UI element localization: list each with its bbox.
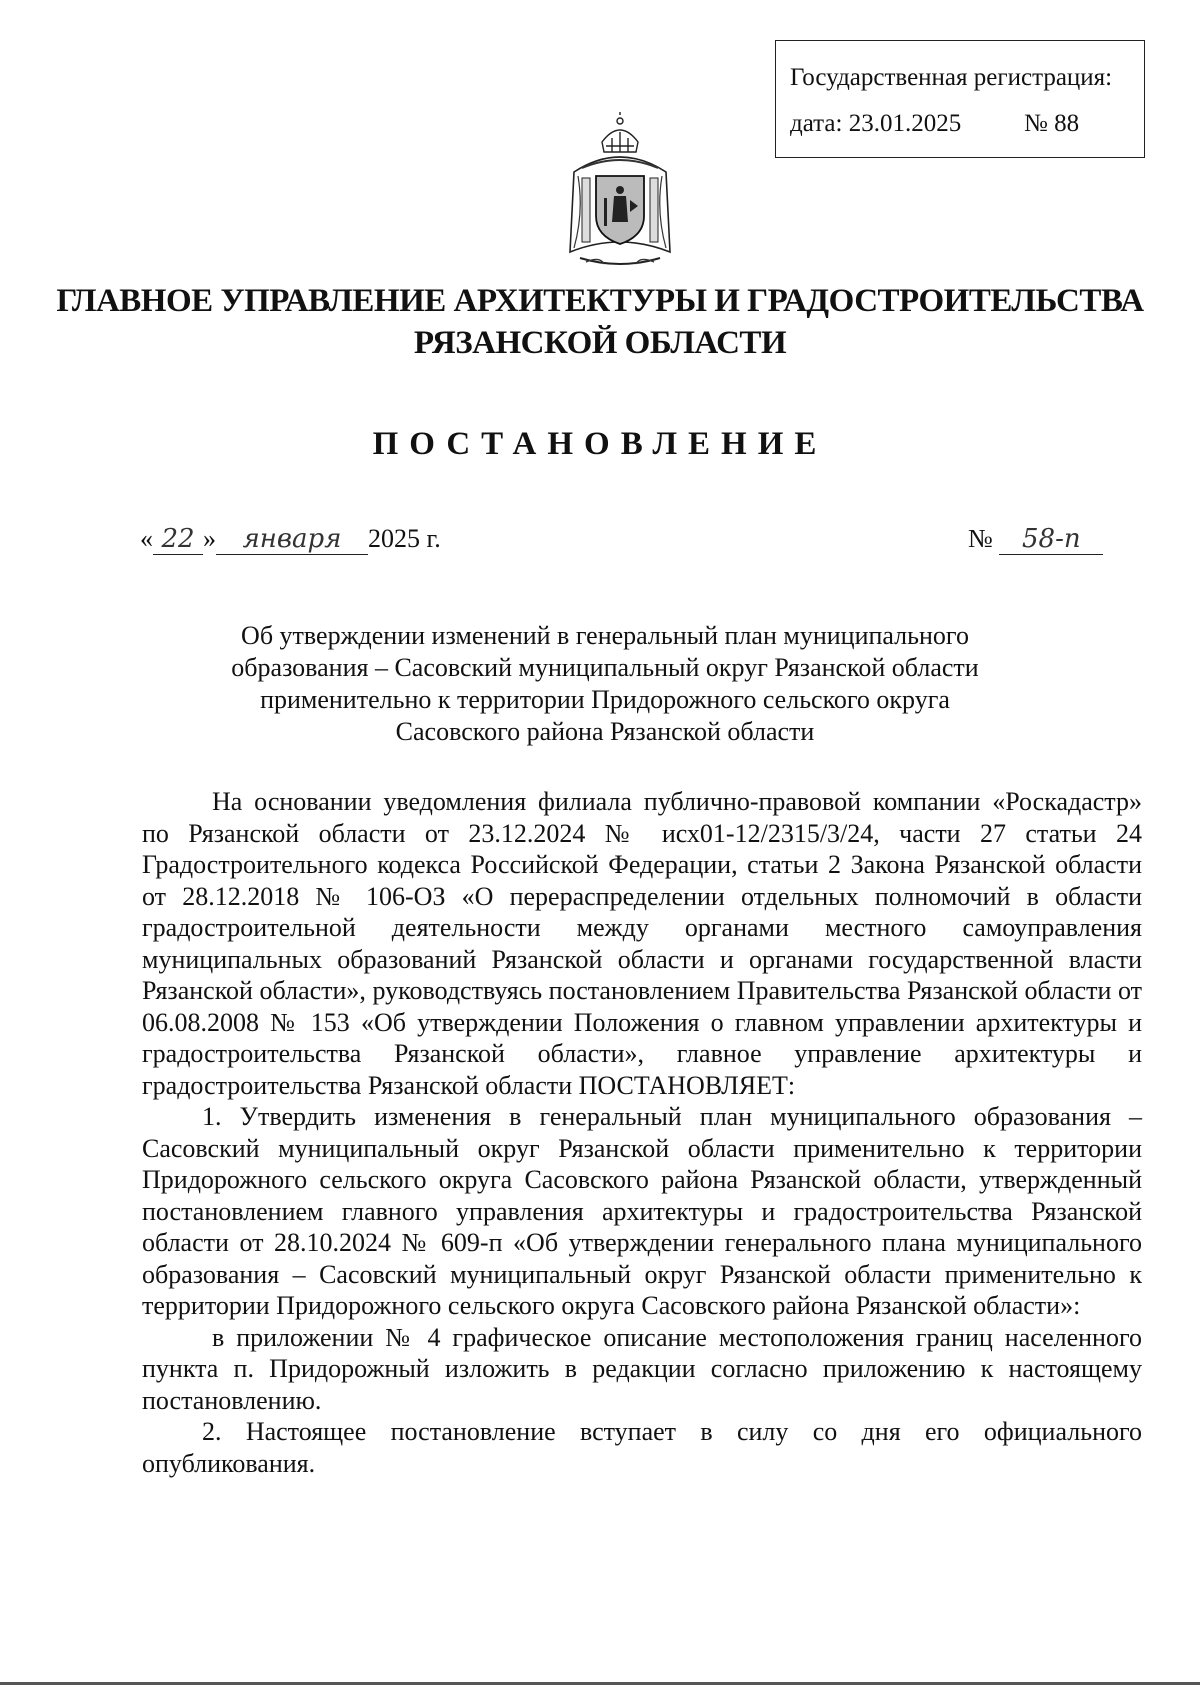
subject-line-1: Об утверждении изменений в генеральный план муниципального — [241, 621, 969, 650]
organization-line-1: ГЛАВНОЕ УПРАВЛЕНИЕ АРХИТЕКТУРЫ И ГРАДОСТРОИТЕЛЬСТВА — [56, 283, 1144, 319]
document-body — [142, 786, 1142, 1479]
subject-line-4: Сасовского района Рязанской области — [395, 717, 815, 746]
number-handwritten: 58-п — [999, 524, 1103, 555]
date-day-handwritten: 22 — [153, 524, 203, 555]
subject-line-2: образования – Сасовский муниципальный округ Рязанской области — [231, 653, 979, 682]
date-month-handwritten: января — [216, 524, 368, 555]
document-subject — [160, 620, 1050, 748]
page-bottom-divider — [0, 1682, 1200, 1685]
document-number — [968, 524, 1103, 555]
body-paragraph-appendix: в приложении № 4 графическое описание местоположения границ населенного пункта п. Придорожный изложить в редакции согласно приложению к настоящему постановлению. — [142, 1322, 1142, 1415]
registration-title: Государственная регистрация: — [790, 64, 1113, 91]
number-prefix: № — [968, 524, 993, 553]
date-year: 2025 г. — [368, 524, 441, 553]
body-paragraph-preamble: На основании уведомления филиала публично-правовой компании «Роскадастр» по Рязанской области от 23.12.2024 № исх01-12/2315/3/24, части 27 статьи 24 Градостроительного кодекса Российской Федерации, статьи 2 Закона Рязанской области от 28.12.2018 № 106-ОЗ «О перераспределении отдельных полномочий в области градостроительной деятельности между органами местного самоуправления муниципальных образований Рязанской области и органами государственной власти Рязанской области», руководствуясь постановлением Правительства Рязанской области от 06.08.2008 № 153 «Об утверждении Положения о главном управлении архитектуры и градостроительства Рязанской области», главное управление архитектуры и градостроительства Рязанской области ПОСТАНОВЛЯЕТ: — [142, 787, 1142, 1100]
registration-date: дата: 23.01.2025 — [790, 110, 962, 137]
registration-number: № 88 — [1024, 110, 1080, 137]
date-open-quote: « — [140, 524, 153, 553]
registration-stamp — [775, 40, 1145, 158]
subject-line-3: применительно к территории Придорожного сельского округа — [260, 685, 950, 714]
ryazan-coat-of-arms-icon — [560, 112, 680, 272]
body-paragraph-item-1: 1. Утвердить изменения в генеральный план муниципального образования – Сасовский муниципальный округ Рязанской области применительно к территории Придорожного сельского округа Сасовского района Рязанской области, утвержденный постановлением главного управления архитектуры и градостроительства Рязанской области от 28.10.2024 № 609-п «Об утверждении генерального плана муниципального образования – Сасовский муниципальный округ Рязанской области применительно к территории Придорожного сельского округа Сасовского района Рязанской области»: — [142, 1102, 1142, 1320]
date-close-quote: » — [203, 524, 216, 553]
document-date — [140, 524, 441, 555]
organization-name — [0, 280, 1200, 364]
organization-line-2: РЯЗАНСКОЙ ОБЛАСТИ — [413, 325, 787, 361]
document-type: ПОСТАНОВЛЕНИЕ — [372, 426, 828, 462]
body-paragraph-item-2: 2. Настоящее постановление вступает в силу со дня его официального опубликования. — [142, 1417, 1142, 1478]
